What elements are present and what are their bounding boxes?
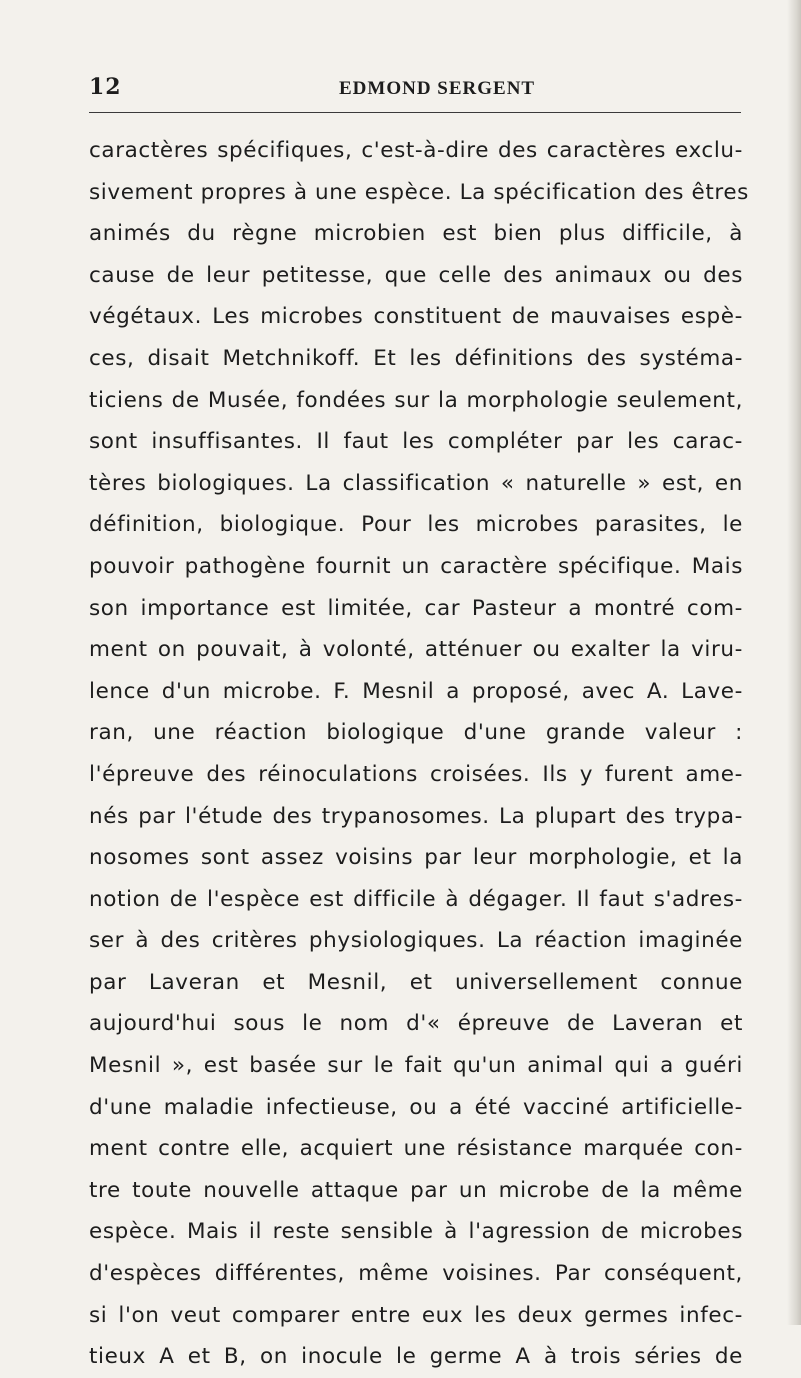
page-number: 12 xyxy=(89,74,122,100)
running-head: EDMOND SERGENT xyxy=(339,78,536,99)
text-line: ticiens de Musée, fondées sur la morphologie seulement, xyxy=(89,387,743,413)
text-line: définition, biologique. Pour les microbes parasites, le xyxy=(89,512,743,538)
text-line: ran, une réaction biologique d'une grande valeur : xyxy=(89,720,743,746)
text-line: d'espèces différentes, même voisines. Par conséquent, xyxy=(89,1261,743,1287)
page-edge-shadow xyxy=(787,0,801,1325)
text-line: son importance est limitée, car Pasteur a montré com- xyxy=(89,595,743,621)
body-text xyxy=(89,130,749,1378)
text-line: ser à des critères physiologiques. La réaction imaginée xyxy=(89,928,743,954)
text-line: d'une maladie infectieuse, ou a été vacciné artificielle- xyxy=(89,1094,743,1120)
text-line: ment contre elle, acquiert une résistance marquée con- xyxy=(89,1136,743,1162)
text-line: l'épreuve des réinoculations croisées. Ils y furent ame- xyxy=(89,761,743,787)
text-line: caractères spécifiques, c'est-à-dire des caractères exclu- xyxy=(89,138,743,163)
text-line: espèce. Mais il reste sensible à l'agression de microbes xyxy=(89,1219,743,1245)
text-line: animés du règne microbien est bien plus difficile, à xyxy=(89,221,743,247)
text-line: tre toute nouvelle attaque par un microbe de la même xyxy=(89,1177,743,1203)
text-line: végétaux. Les microbes constituent de mauvaises espè- xyxy=(89,304,743,330)
text-line: tères biologiques. La classification « naturelle » est, en xyxy=(89,470,743,496)
text-line: tieux A et B, on inocule le germe A à trois séries de xyxy=(89,1344,743,1370)
text-line: nosomes sont assez voisins par leur morphologie, et la xyxy=(89,845,743,871)
text-line: ces, disait Metchnikoff. Et les définitions des systéma- xyxy=(89,345,743,371)
text-line: cause de leur petitesse, que celle des animaux ou des xyxy=(89,262,743,288)
text-line: notion de l'espèce est difficile à dégager. Il faut s'adres- xyxy=(89,886,743,912)
text-line: par Laveran et Mesnil, et universellement connue xyxy=(89,969,743,995)
page-header xyxy=(89,74,741,98)
text-line: ment on pouvait, à volonté, atténuer ou exalter la viru- xyxy=(89,637,743,663)
text-line: aujourd'hui sous le nom d'« épreuve de Laveran et xyxy=(89,1011,743,1037)
text-line: sivement propres à une espèce. La spécification des êtres xyxy=(89,179,749,205)
text-line: Mesnil », est basée sur le fait qu'un animal qui a guéri xyxy=(89,1053,743,1079)
header-rule xyxy=(89,112,741,113)
text-line: lence d'un microbe. F. Mesnil a proposé, avec A. Lave- xyxy=(89,678,743,704)
text-line: pouvoir pathogène fournit un caractère spécifique. Mais xyxy=(89,553,743,579)
text-line: sont insuffisantes. Il faut les compléter par les carac- xyxy=(89,429,743,455)
text-line: nés par l'étude des trypanosomes. La plupart des trypa- xyxy=(89,803,743,829)
text-line: si l'on veut comparer entre eux les deux germes infec- xyxy=(89,1302,743,1328)
